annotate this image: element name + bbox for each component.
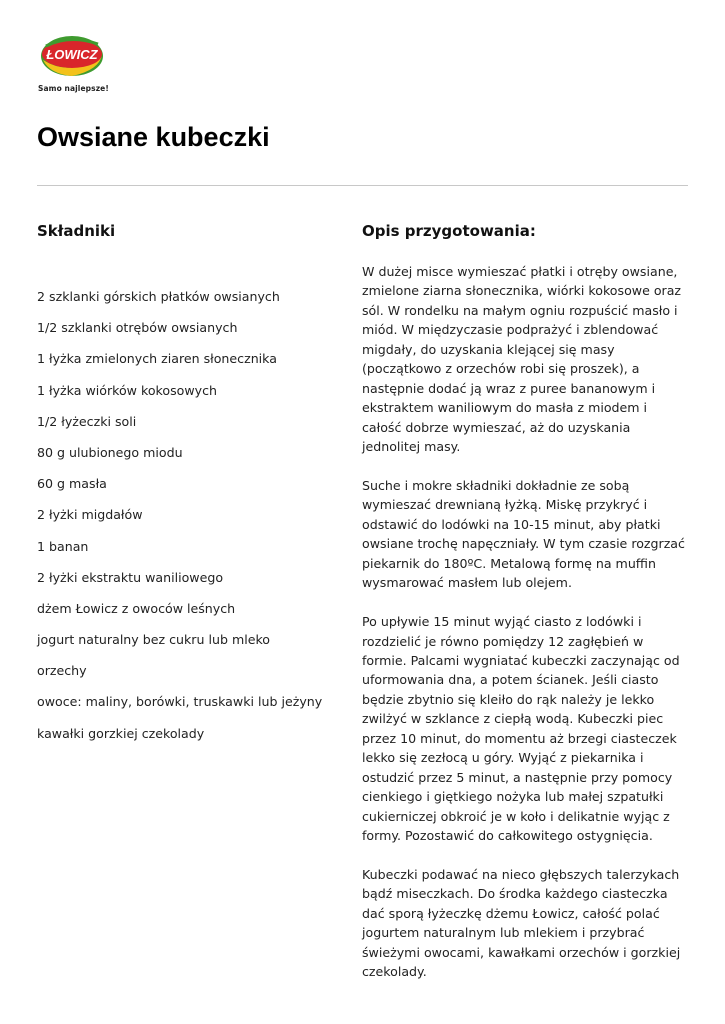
preparation-paragraph: Suche i mokre składniki dokładnie ze sobą wymieszać drewnianą łyżką. Miskę przykryć i odstawić do lodówki na 10-15 minut, aby płatki owsiane trochę napęczniały. W tym czasie rozgrzać piekarnik do 180ºC. Metalową formę na muffin wysmarować masłem lub olejem.: [362, 477, 685, 591]
lowicz-logo-icon: [36, 30, 126, 80]
ingredient-item: 2 łyżki migdałów: [37, 507, 143, 523]
preparation-paragraph: W dużej misce wymieszać płatki i otręby owsiane, zmielone ziarna słonecznika, wiórki kokosowe oraz sól. W rondelku na małym ogniu rozpuścić masło i miód. W międzyczasie podprażyć i zblendować migdały, do uzyskania klejącej się masy (początkowo z orzechów robi się proszek), a następnie dodać ją wraz z puree bananowym i ekstraktem waniliowym do masła z miodem i całość dobrze wymieszać, aż do uzyskania jednolitej masy.: [362, 264, 682, 455]
preparation-paragraph: Po upływie 15 minut wyjąć ciasto z lodówki i rozdzielić je równo pomiędzy 12 zagłębień w formie. Palcami wygniatać kubeczki zaczynając od uformowania dna, a potem ścianek. Jeśli ciasto będzie zbytnio się kleiło do rąk należy je lekko zwilżyć w szklance z ciepłą wodą. Kubeczki piec przez 10 minut, do momentu aż brzegi ciasteczek lekko się zezłocą u góry. Wyjąć z piekarnika i ostudzić przez 5 minut, a następnie przy pomocy cienkiego i giętkiego nożyka lub małej szpatułki cukierniczej obkroić je w koło i delikatnie wyjąc z formy. Pozostawić do całkowitego ostygnięcia.: [362, 614, 680, 844]
ingredient-item: 1 łyżka zmielonych ziaren słonecznika: [37, 351, 277, 367]
ingredient-item: kawałki gorzkiej czekolady: [37, 725, 205, 741]
title-divider: [37, 185, 688, 186]
ingredient-item: 1/2 łyżeczki soli: [37, 413, 137, 429]
ingredient-item: owoce: maliny, borówki, truskawki lub jeżyny: [37, 694, 323, 710]
ingredient-item: jogurt naturalny bez cukru lub mleko: [37, 632, 271, 648]
ingredient-item: 2 szklanki górskich płatków owsianych: [37, 289, 280, 304]
ingredient-item: dżem Łowicz z owoców leśnych: [37, 600, 236, 616]
ingredient-item: 2 łyżki ekstraktu waniliowego: [37, 569, 224, 585]
ingredients-list: [37, 288, 322, 756]
page-title: Owsiane kubeczki: [37, 122, 270, 152]
ingredient-item: 1 łyżka wiórków kokosowych: [37, 382, 218, 398]
ingredient-item: 80 g ulubionego miodu: [37, 444, 183, 460]
preparation-steps: [362, 262, 688, 1001]
preparation-heading: Opis przygotowania:: [362, 222, 536, 240]
ingredient-item: 60 g masła: [37, 476, 107, 492]
ingredients-heading: Składniki: [37, 222, 116, 240]
logo-wordmark: ŁOWICZ: [46, 47, 98, 62]
ingredient-item: 1/2 szklanki otrębów owsianych: [37, 320, 238, 336]
brand-tagline: Samo najlepsze!: [38, 84, 109, 93]
ingredient-item: 1 banan: [37, 538, 89, 554]
ingredient-item: orzechy: [37, 663, 87, 679]
preparation-paragraph: Kubeczki podawać na nieco głębszych talerzykach bądź miseczkach. Do środka każdego ciasteczka dać sporą łyżeczkę dżemu Łowicz, całość polać jogurtem naturalnym lub mlekiem i przybrać świeżymi owocami, kawałkami orzechów i gorzkiej czekolady.: [362, 867, 681, 980]
